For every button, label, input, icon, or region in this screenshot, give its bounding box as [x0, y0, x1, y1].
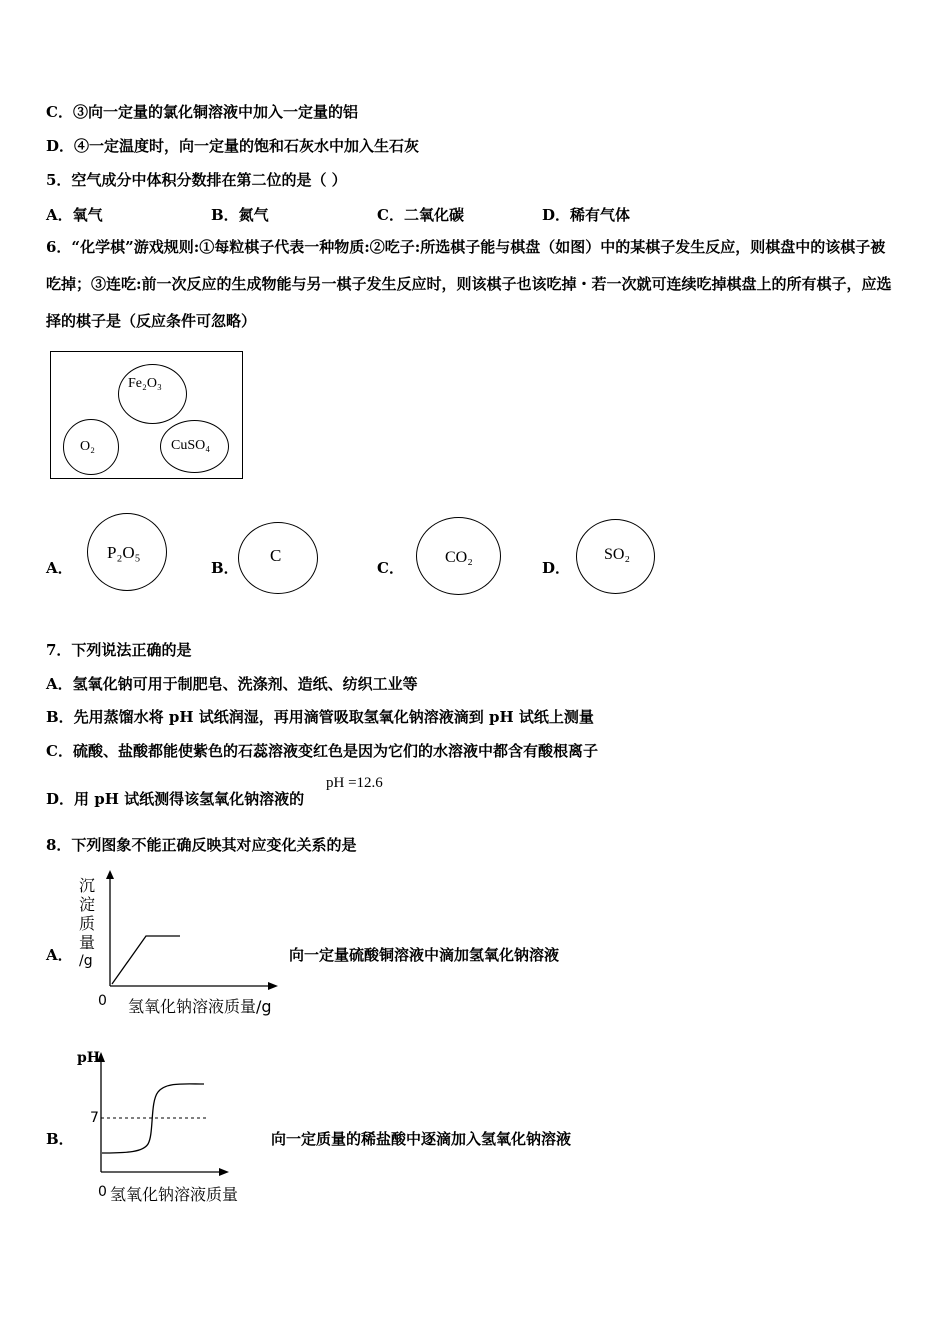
- q7-option-d: D．用 pH 试纸测得该氢氧化钠溶液的: [46, 790, 305, 808]
- q6-option-a-piece-label: P₂O₅: [107, 543, 141, 562]
- graph-a-y-char: 沉: [79, 876, 96, 895]
- graph-a-y-char: /g: [79, 953, 93, 969]
- q5-stem: 5．空气成分中体积分数排在第二位的是（ ）: [46, 171, 347, 189]
- q4-option-d: D．④一定温度时，向一定量的饱和石灰水中加入生石灰: [46, 137, 420, 155]
- board-piece-fe2o3-label: Fe₂O₃: [128, 376, 162, 391]
- q7-stem: 7．下列说法正确的是: [46, 641, 192, 659]
- graph-a-y-char: 量: [79, 933, 96, 952]
- q8-option-a-label: A．: [46, 946, 73, 964]
- graph-a-y-arrow: [106, 870, 114, 879]
- q8-option-b-desc: 向一定质量的稀盐酸中逐滴加入氢氧化钠溶液: [271, 1130, 572, 1148]
- q8-stem: 8．下列图象不能正确反映其对应变化关系的是: [46, 836, 357, 854]
- q5-option-b: B．氮气: [211, 206, 269, 224]
- graph-b-origin: 0: [98, 1184, 107, 1200]
- q8-graph-a: [96, 868, 296, 1008]
- q8-graph-b: [88, 1046, 248, 1186]
- q7-ph-value: pH =12.6: [326, 775, 383, 791]
- q6-option-b-label: B．: [211, 559, 239, 577]
- q6-option-c-piece-label: CO₂: [445, 549, 473, 566]
- graph-a-curve: [112, 936, 180, 984]
- graph-a-y-char: 质: [79, 914, 96, 933]
- q5-option-a: A．氧气: [46, 206, 103, 224]
- q6-option-d-label: D．: [542, 559, 571, 577]
- q5-option-c: C．二氧化碳: [377, 206, 464, 224]
- graph-a-x-arrow: [268, 982, 278, 990]
- graph-b-tick-7: 7: [90, 1110, 99, 1126]
- graph-b-y-label: pH: [77, 1050, 101, 1066]
- q6-stem: 6．“化学棋”游戏规则:①每粒棋子代表一种物质:②吃子:所选棋子能与棋盘（如图）中的某棋子发生反应，则棋盘中的该棋子被吃掉；③连吃:前一次反应的生成物能与另一棋子发生反应时，则该棋子也该吃掉・若一次就可连续吃掉棋盘上的所有棋子，应选择的棋子是（反应条件可忽略）: [46, 238, 892, 330]
- graph-b-curve: [102, 1084, 204, 1153]
- q6-option-c-label: C．: [377, 559, 404, 577]
- chess-board: [50, 351, 243, 479]
- q7-option-b: B．先用蒸馏水将 pH 试纸润湿，再用滴管吸取氢氧化钠溶液滴到 pH 试纸上测量: [46, 708, 594, 726]
- board-piece-o2-label: O₂: [80, 439, 95, 454]
- q7-option-c: C．硫酸、盐酸都能使紫色的石蕊溶液变红色是因为它们的水溶液中都含有酸根离子: [46, 742, 598, 760]
- q6-option-a-label: A．: [46, 559, 73, 577]
- graph-b-x-arrow: [219, 1168, 229, 1176]
- q4-option-c: C．③向一定量的氯化铜溶液中加入一定量的铝: [46, 103, 358, 121]
- graph-a-origin: 0: [98, 993, 107, 1009]
- q6-option-b-piece-label: C: [270, 546, 282, 565]
- graph-b-x-label: 氢氧化钠溶液质量: [110, 1185, 239, 1204]
- graph-a-y-label: [79, 876, 101, 971]
- q8-option-a-desc: 向一定量硫酸铜溶液中滴加氢氧化钠溶液: [289, 946, 560, 964]
- graph-a-x-label: 氢氧化钠溶液质量/g: [128, 997, 272, 1016]
- board-piece-fe2o3: [118, 364, 187, 424]
- q5-option-d: D．稀有气体: [542, 206, 631, 224]
- board-piece-cuso4-label: CuSO₄: [171, 438, 211, 453]
- q8-option-b-label: B．: [46, 1130, 74, 1148]
- q7-option-a: A．氢氧化钠可用于制肥皂、洗涤剂、造纸、纺织工业等: [46, 675, 418, 693]
- q6-option-d-piece-label: SO₂: [604, 546, 631, 563]
- graph-a-y-char: 淀: [79, 895, 96, 914]
